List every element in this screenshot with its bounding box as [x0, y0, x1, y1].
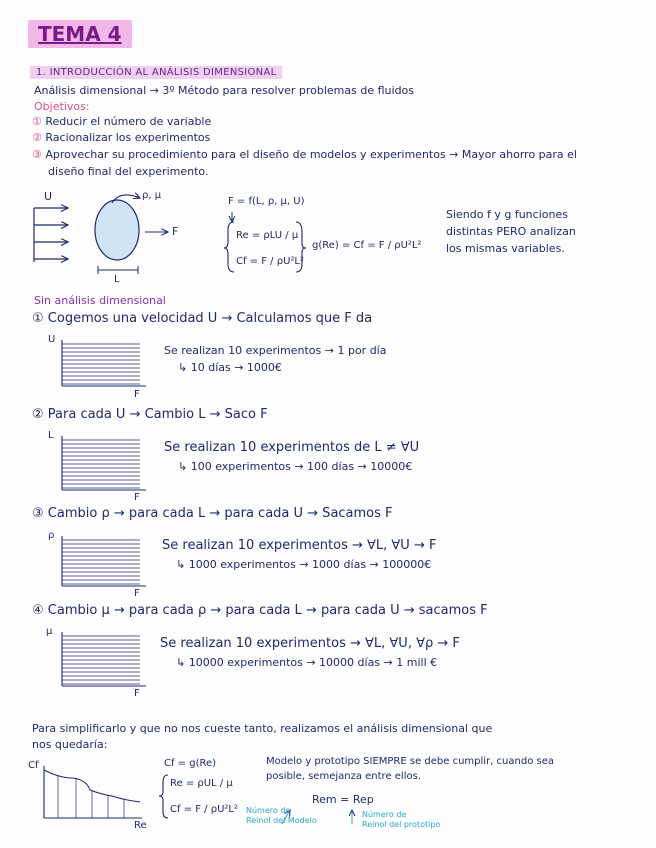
step-2: ② Para cada U → Cambio L → Saco F: [32, 407, 268, 422]
graph-2-y: L: [48, 430, 54, 441]
graph-3-lines: [62, 540, 140, 584]
step-2-line-1: Se realizan 10 experimentos de L ≠ ∀U: [164, 440, 420, 455]
graph-2-lines: [62, 440, 140, 488]
objective-2: ② Racionalizar los experimentos: [32, 131, 211, 144]
objective-mark: ①: [32, 115, 42, 128]
step-1: ① Cogemos una velocidad U → Calculamos que F da: [32, 311, 373, 326]
graph-3-x: F: [134, 588, 140, 599]
body-ellipse: [95, 200, 139, 260]
step-3-line-2: ↳ 1000 experimentos → 1000 días → 100000€: [176, 558, 432, 571]
length-label: L: [114, 274, 120, 285]
force-label: F: [172, 225, 179, 238]
graph-1-y: U: [48, 334, 56, 345]
objective-3: ③ Aprovechar su procedimiento para el diseño de modelos y experimentos → Mayor ahorro para el: [32, 148, 577, 161]
note-line-2: distintas PERO analizan: [446, 225, 576, 238]
no-analysis-heading: Sin análisis dimensional: [34, 294, 166, 307]
section-subtitle: 1. INTRODUCCIÓN AL ANÁLISIS DIMENSIONAL: [30, 66, 282, 79]
graph-4-lines: [62, 636, 140, 684]
step-2-line-2: ↳ 100 experimentos → 100 días → 10000€: [178, 460, 413, 473]
graph-4-y: μ: [46, 626, 53, 637]
cf-final-equation: Cf = F / ρU²L²: [170, 804, 238, 815]
rho-mu-label: ρ, μ: [142, 190, 162, 201]
objectives-label: Objetivos:: [34, 100, 90, 113]
note-model: Número de Reinol del Modelo: [246, 806, 317, 825]
page-title: TEMA 4: [28, 20, 132, 48]
step-4-line-2: ↳ 10000 experimentos → 10000 días → 1 mill €: [176, 656, 438, 669]
graph-1-x: F: [134, 389, 140, 400]
step-1-line-2: ↳ 10 días → 1000€: [178, 361, 282, 374]
graph-3-y: ρ: [48, 530, 55, 541]
note-line-1: Siendo f y g funciones: [446, 208, 568, 221]
model-text-1: Modelo y prototipo SIEMPRE se debe cumplir, cuando sea: [266, 756, 554, 767]
cf-axis-label: Cf: [28, 760, 39, 771]
equation-brace: [224, 222, 234, 272]
u-label: U: [44, 190, 53, 203]
step-4: ④ Cambio μ → para cada ρ → para cada L → para cada U → sacamos F: [32, 603, 488, 618]
conclusion-line-2: nos quedaría:: [32, 738, 108, 751]
step-4-line-1: Se realizan 10 experimentos → ∀L, ∀U, ∀ρ → F: [160, 636, 460, 651]
objective-mark: ②: [32, 131, 42, 144]
note-line-3: los mismas variables.: [446, 242, 565, 255]
note-prototype: Número de Reinol del prototipo: [362, 810, 441, 829]
graph-3: [62, 536, 146, 586]
re-final-equation: Re = ρUL / μ: [170, 778, 233, 789]
step-3-line-1: Se realizan 10 experimentos → ∀L, ∀U → F: [162, 538, 437, 553]
graph-1-lines: [62, 344, 140, 384]
g-equation: g(Re) = Cf = F / ρU²L²: [312, 240, 422, 251]
model-text-2: posible, semejanza entre ellos.: [266, 771, 421, 782]
step-3: ③ Cambio ρ → para cada L → para cada U → Sacamos F: [32, 506, 393, 521]
objective-mark: ③: [32, 148, 42, 161]
conclusion-line-1: Para simplificarlo y que no nos cueste tanto, realizamos el análisis dimensional que: [32, 722, 493, 735]
flow-arrows: [34, 208, 68, 262]
intro-line: Análisis dimensional → 3º Método para resolver problemas de fluidos: [34, 84, 415, 97]
f-equation: F = f(L, ρ, μ, U): [228, 196, 305, 207]
step-1-line-1: Se realizan 10 experimentos → 1 por día: [164, 344, 387, 357]
rem-equation: Rem = Rep: [312, 793, 374, 806]
cf-g-equation: Cf = g(Re): [164, 758, 217, 769]
graph-1: [62, 340, 146, 386]
objective-3-cont: diseño final del experimento.: [48, 165, 209, 178]
cf-re-graph: [44, 766, 142, 818]
objective-1: ① Reducir el número de variable: [32, 115, 212, 128]
graph-2-x: F: [134, 492, 140, 503]
re-axis-label: Re: [134, 820, 147, 831]
graph-4-x: F: [134, 688, 140, 699]
re-equation: Re = ρLU / μ: [236, 230, 299, 241]
cf-equation: Cf = F / ρU²L²: [236, 256, 304, 267]
